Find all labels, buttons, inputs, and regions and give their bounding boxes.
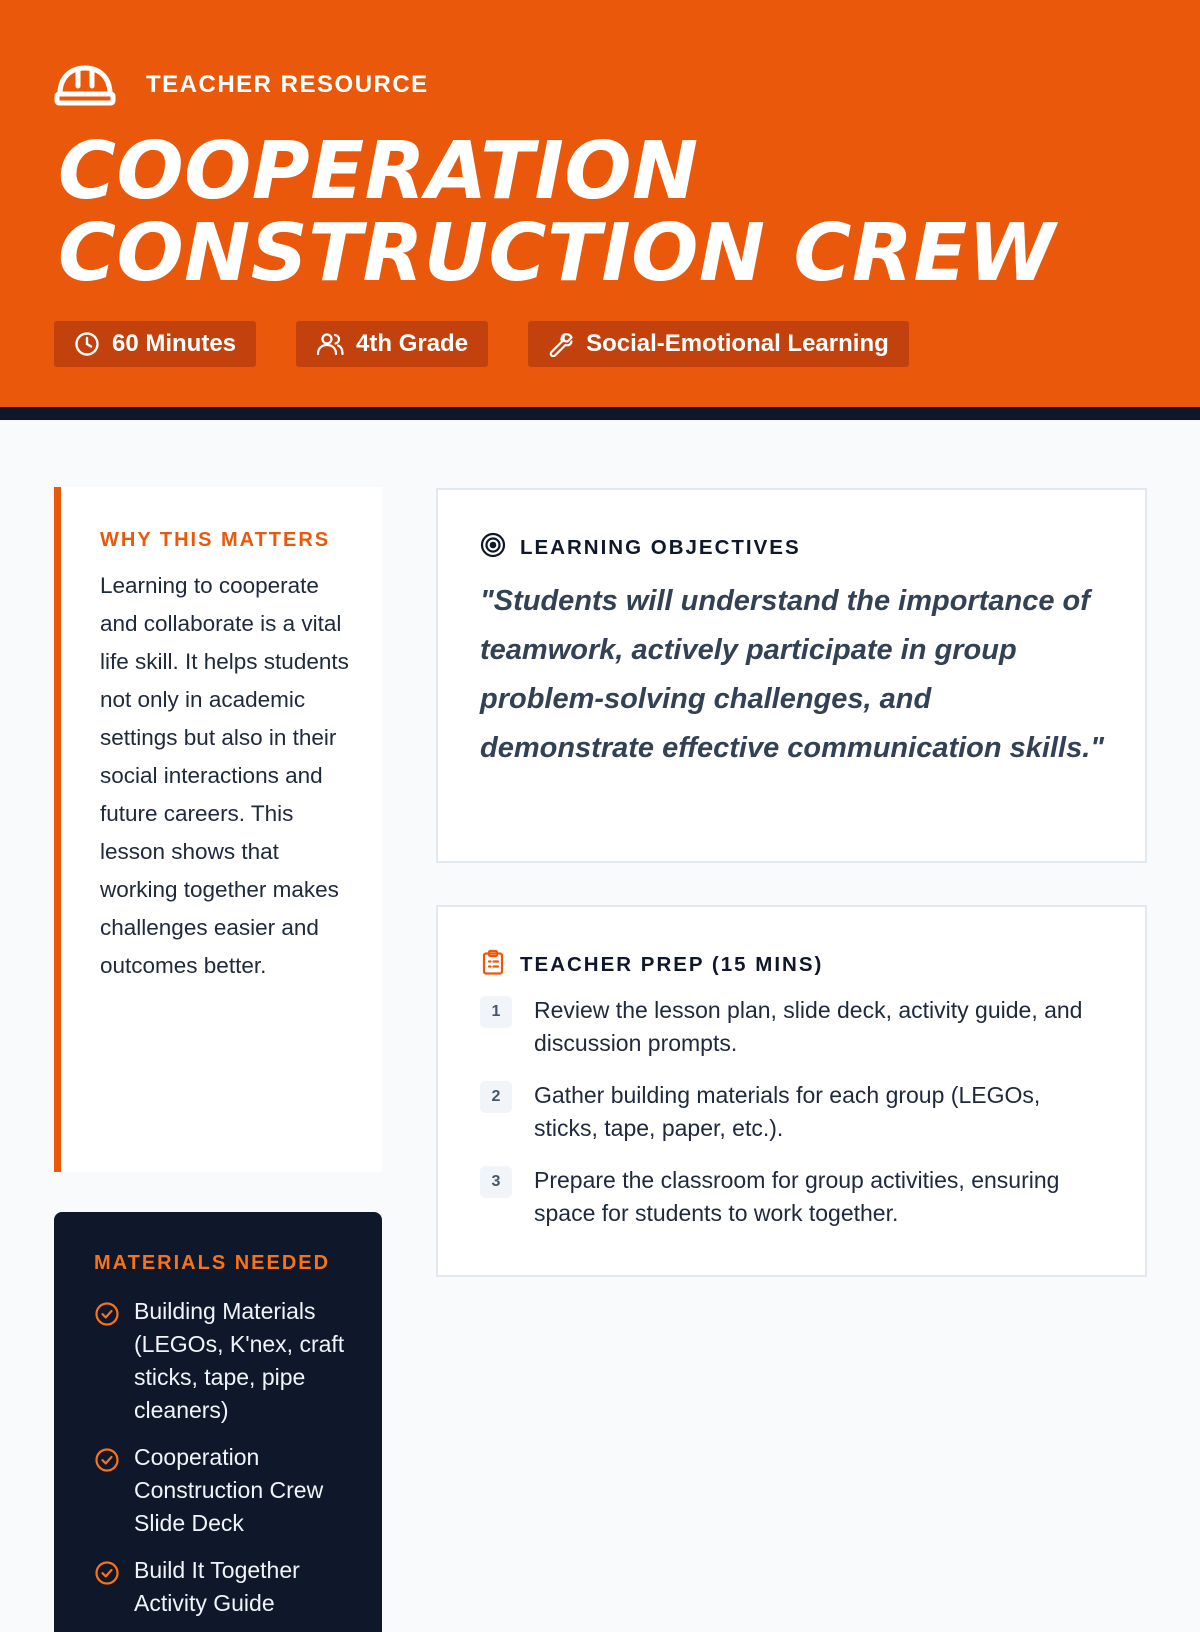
list-item [94,1441,362,1540]
grade-badge [296,321,488,367]
why-this-matters-card [54,487,382,1172]
grade-label: 4th Grade [356,330,469,357]
check-circle-icon [94,1441,120,1540]
list-item [94,1554,362,1620]
step-number: 2 [480,1081,512,1113]
title-line-2: CONSTRUCTION CREW [58,207,1056,299]
materials-card [54,1212,382,1632]
kicker [54,60,429,110]
prep-heading [480,949,1105,980]
materials-list [94,1295,362,1620]
list-item [480,1079,1105,1145]
title-line-1: COOPERATION [58,125,699,217]
check-circle-icon [94,1554,120,1620]
list-item [94,1295,362,1427]
users-icon [316,331,344,357]
check-circle-icon [94,1295,120,1427]
duration-badge [54,321,256,367]
subject-label: Social-Emotional Learning [586,330,889,357]
step-text: Gather building materials for each group (LEGOs, sticks, tape, paper, etc.). [534,1082,1041,1141]
step-number: 1 [480,996,512,1028]
duration-label: 60 Minutes [112,330,237,357]
badge-row [54,321,909,367]
prep-title: TEACHER PREP (15 MINS) [520,952,824,976]
target-icon [480,532,506,563]
teacher-prep-panel [436,905,1147,1277]
list-item [480,994,1105,1060]
prep-steps [480,994,1105,1230]
material-text: Cooperation Construction Crew Slide Deck [134,1444,324,1536]
clipboard-icon [480,949,506,980]
clock-icon [74,331,100,357]
why-title: WHY THIS MATTERS [100,529,331,551]
objectives-quote: "Students will understand the importance of teamwork, actively participate in group problem-solving challenges, and demonstrate effective communication skills." [480,585,1105,764]
learning-objectives-panel [436,488,1147,863]
subject-badge [528,321,909,367]
step-text: Review the lesson plan, slide deck, activity guide, and discussion prompts. [534,997,1083,1056]
page-title [58,125,1158,299]
material-text: Building Materials (LEGOs, K'nex, craft sticks, tape, pipe cleaners) [134,1298,345,1423]
list-item [480,1164,1105,1230]
kicker-label: TEACHER RESOURCE [146,71,429,98]
step-text: Prepare the classroom for group activities, ensuring space for students to work together. [534,1167,1060,1226]
wrench-icon [548,331,574,357]
material-text: Build It Together Activity Guide [134,1557,300,1616]
objectives-heading [480,532,1105,563]
why-body: Learning to cooperate and collaborate is a vital life skill. It helps students not only in academic settings but also in their social interactions and future careers. This lesson shows that working together makes challenges easier and outcomes better. [100,573,349,978]
step-number: 3 [480,1166,512,1198]
hard-hat-icon [54,60,116,111]
objectives-title: LEARNING OBJECTIVES [520,535,801,559]
materials-title: MATERIALS NEEDED [94,1252,331,1274]
header-banner [0,0,1200,420]
